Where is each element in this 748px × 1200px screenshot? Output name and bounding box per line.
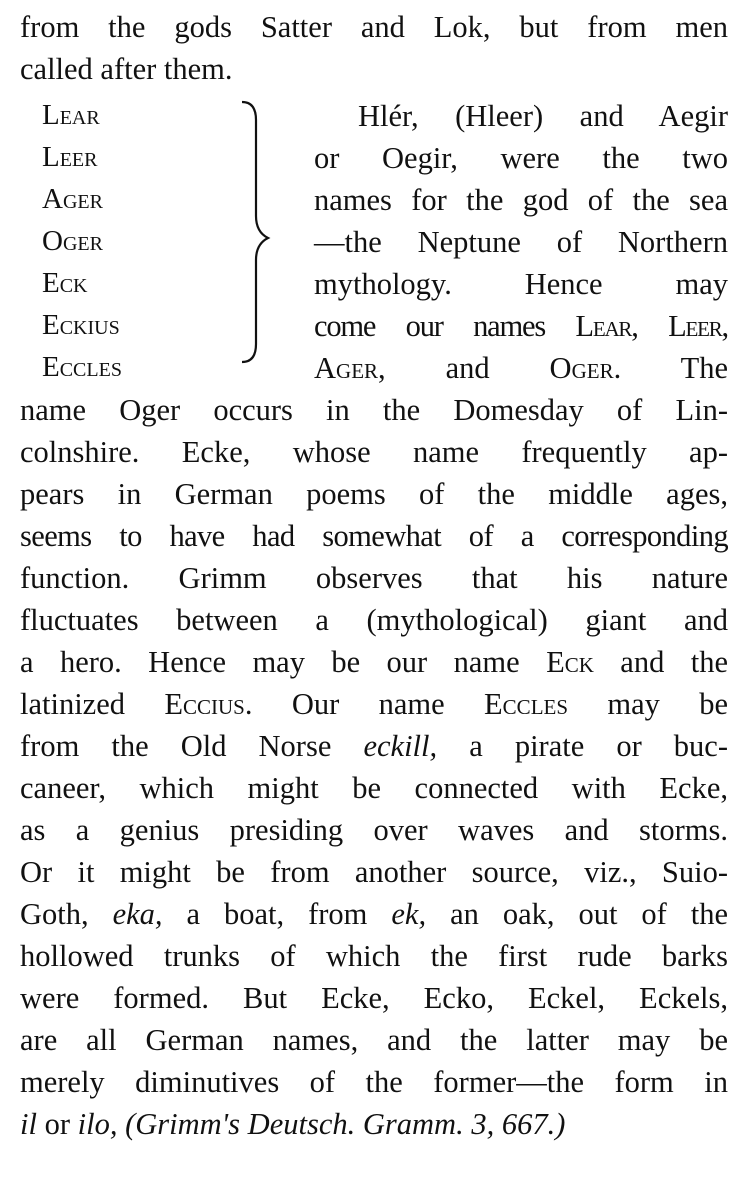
para-line-9-b: a pirate or buc-: [469, 729, 728, 763]
para-line-7-b: and the: [620, 645, 728, 679]
right-line-1: Hlér, (Hleer) and Aegir: [358, 99, 728, 133]
name-lear: Lear: [42, 99, 100, 131]
il-word: il: [20, 1107, 37, 1141]
para-line-13: [20, 895, 728, 933]
name-eck: Eck: [42, 267, 88, 299]
right-line-6: [314, 307, 728, 345]
name-eccius-inline: Eccius.: [164, 687, 253, 721]
para-line-12: Or it might be from another source, viz., Suio-: [20, 855, 728, 889]
para-line-8-b: Our name: [291, 687, 445, 721]
para-line-15: were formed. But Ecke, Ecko, Eckel, Eckels,: [20, 981, 728, 1015]
or-word: or: [44, 1107, 70, 1141]
para-line-1: name Oger occurs in the Domesday of Lin-: [20, 393, 728, 427]
name-oger-inline: Oger.: [549, 351, 622, 385]
para-line-8-c: may be: [607, 687, 729, 721]
name-oger: Oger: [42, 225, 103, 257]
name-eck-inline: Eck: [546, 645, 594, 679]
para-line-18: [20, 1105, 565, 1143]
para-line-17: merely diminutives of the former—the form in: [20, 1065, 728, 1099]
para-line-3: pears in German poems of the middle ages,: [20, 477, 728, 511]
text-line-2: called after them.: [20, 52, 233, 86]
name-leer-inline: Leer,: [668, 309, 728, 343]
para-line-9: [20, 727, 728, 765]
and-word: and: [445, 351, 490, 385]
right-line-4: —the Neptune of Northern: [314, 225, 728, 259]
eka-word: eka,: [112, 897, 163, 931]
para-line-16: are all German names, and the latter may be: [20, 1023, 728, 1057]
para-line-2: colnshire. Ecke, whose name frequently ap-: [20, 435, 728, 469]
right-line-5: mythology. Hence may: [314, 267, 728, 301]
right-line-2: or Oegir, were the two: [314, 141, 728, 175]
para-line-13-a: Goth,: [20, 897, 89, 931]
name-eccles: Eccles: [42, 351, 122, 383]
para-line-6: fluctuates between a (mythological) giant and: [20, 603, 728, 637]
right-line-6-text: come our names: [314, 309, 546, 343]
ek-word: ek,: [391, 897, 427, 931]
eckill-word: eckill,: [363, 729, 438, 763]
name-eckius: Eckius: [42, 309, 120, 341]
para-line-10: caneer, which might be connected with Ecke,: [20, 771, 728, 805]
name-ager: Ager: [42, 183, 103, 215]
para-line-11: as a genius presiding over waves and storms.: [20, 813, 728, 847]
para-line-9-a: from the Old Norse: [20, 729, 332, 763]
text-line-1: from the gods Satter and Lok, but from men: [20, 10, 728, 44]
para-line-7: [20, 643, 728, 681]
name-eccles-inline: Eccles: [484, 687, 569, 721]
para-line-13-b: a boat, from: [186, 897, 368, 931]
para-line-8-a: latinized: [20, 687, 126, 721]
the-word: The: [680, 351, 728, 385]
para-line-8: [20, 685, 728, 723]
grimm-citation: (Grimm's Deutsch. Gramm. 3, 667.): [125, 1107, 566, 1141]
para-line-4: seems to have had somewhat of a corresponding: [20, 519, 728, 553]
ilo-word: ilo,: [77, 1107, 118, 1141]
curly-brace-icon: [236, 98, 276, 366]
para-line-13-c: an oak, out of the: [450, 897, 729, 931]
name-ager-inline: Ager,: [314, 351, 386, 385]
right-line-3: names for the god of the sea: [314, 183, 728, 217]
name-leer: Leer: [42, 141, 98, 173]
para-line-14: hollowed trunks of which the first rude barks: [20, 939, 728, 973]
para-line-5: function. Grimm observes that his nature: [20, 561, 728, 595]
right-line-7: [314, 349, 728, 387]
name-lear-inline: Lear,: [575, 309, 638, 343]
para-line-7-a: a hero. Hence may be our name: [20, 645, 520, 679]
